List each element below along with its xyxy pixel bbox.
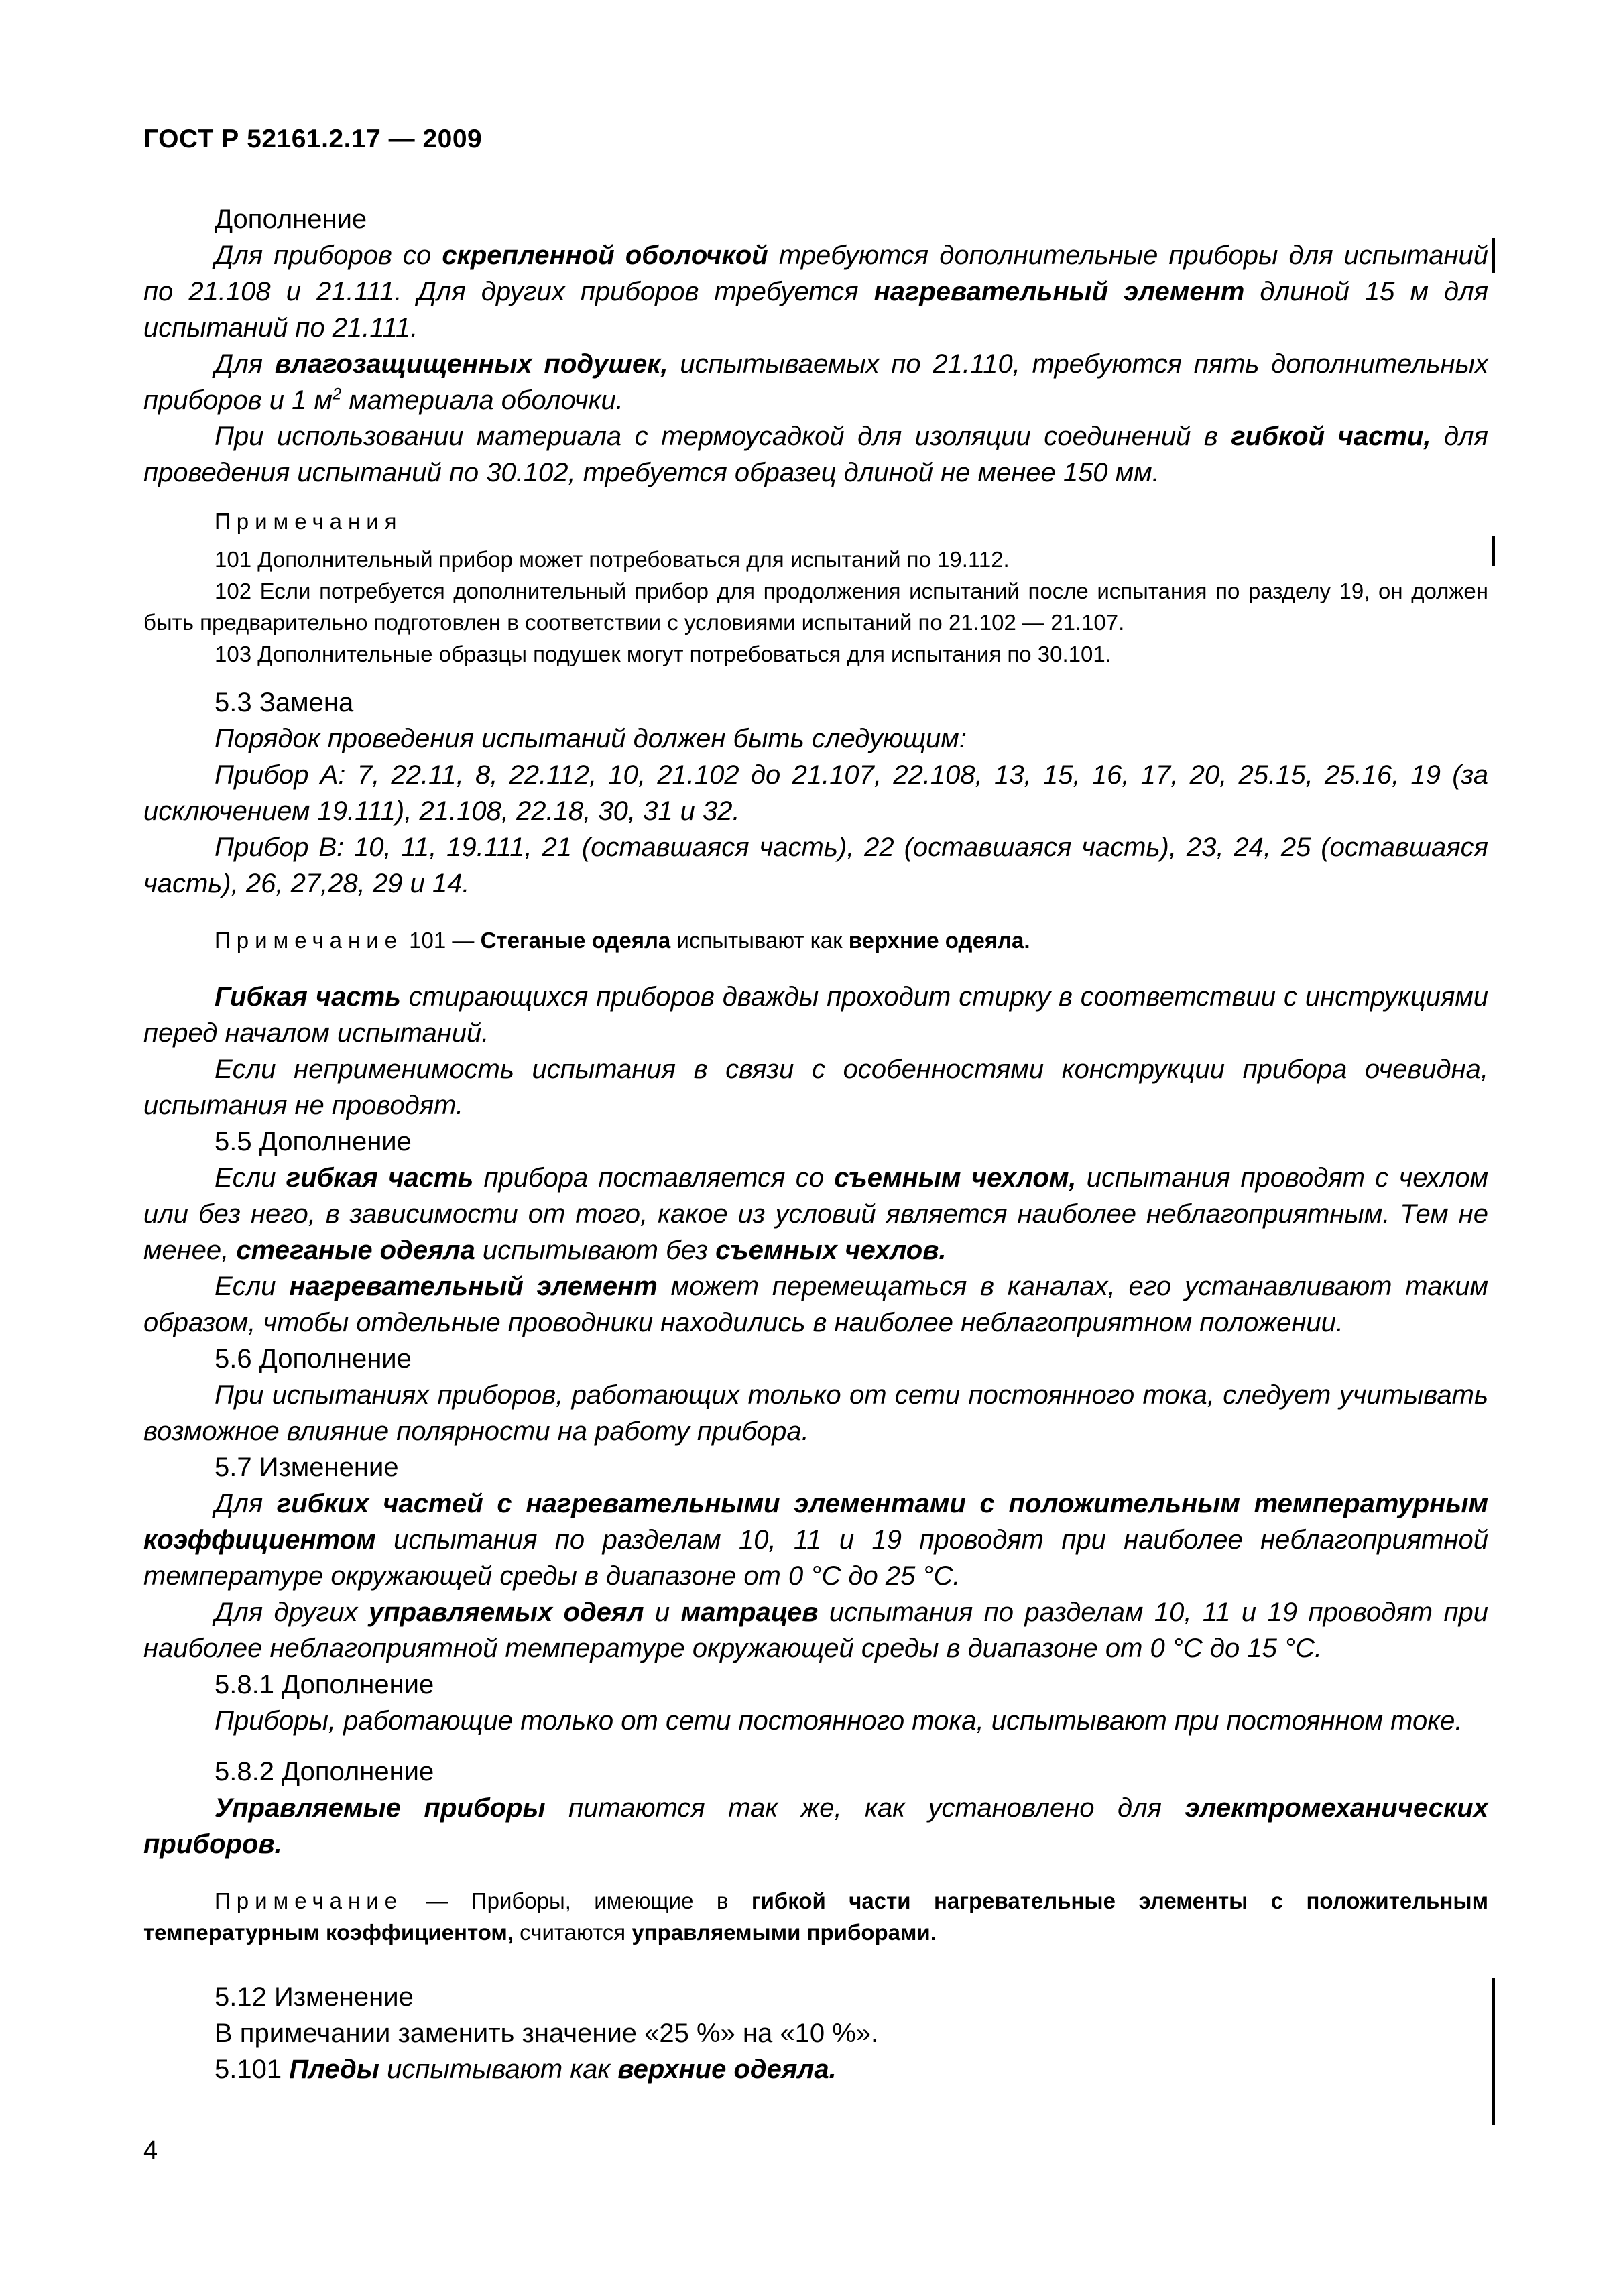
text-run: 5.5 Дополнение: [215, 1127, 412, 1156]
text-run: Если неприменимость испытания в связи с особенностями конструкции прибора очевидна, испытания не проводят.: [143, 1054, 1488, 1120]
paragraph-b05: [143, 505, 1488, 537]
text-run: испытывают как: [670, 928, 849, 953]
text-run: Для приборов со: [215, 241, 442, 270]
paragraph-b23: [143, 1594, 1488, 1667]
text-run: 5.12 Изменение: [215, 1982, 414, 2012]
text-run: Примечания: [215, 509, 403, 534]
text-run: 101 —: [403, 928, 481, 953]
bold-term: нагревательный элемент: [289, 1272, 658, 1301]
text-run: Порядок проведения испытаний должен быть следующим:: [215, 724, 967, 753]
bold-term: верхние одеяла.: [617, 2055, 837, 2084]
text-run: требуются дополнительные приборы для испытаний по 21.108 и 21.111. Для других приборов требуется: [143, 241, 1488, 306]
paragraph-b15: [143, 1051, 1488, 1124]
text-run: испытывают как: [379, 2055, 618, 2084]
text-run: 101 Дополнительный прибор может потребоваться для испытаний по 19.112.: [215, 547, 1010, 572]
text-run: Если: [215, 1272, 290, 1301]
paragraph-b20: [143, 1377, 1488, 1449]
paragraph-b09: [143, 684, 1488, 721]
document-header: ГОСТ Р 52161.2.17 — 2009: [143, 125, 483, 154]
text-run: 103 Дополнительные образцы подушек могут потребоваться для испытания по 30.101.: [215, 642, 1111, 666]
paragraph-b29: [143, 1979, 1488, 2015]
paragraph-b26: [143, 1754, 1488, 1790]
bold-term: влагозащищенных подушек,: [274, 349, 668, 379]
bold-term: гибкой части,: [1231, 422, 1431, 451]
text-run: Примечание: [215, 928, 404, 953]
paragraph-b31: [143, 2051, 1488, 2088]
text-run: При испытаниях приборов, работающих только от сети постоянного тока, следует учитывать возможное влияние полярности на работу прибора.: [143, 1380, 1488, 1446]
paragraph-b17: [143, 1160, 1488, 1268]
text-run: прибора поставляется со: [473, 1163, 835, 1193]
document-body: [143, 201, 1488, 2088]
bold-term: верхние одеяла.: [848, 928, 1030, 953]
text-run: 5.8.1 Дополнение: [215, 1670, 434, 1699]
bold-term: скрепленной оболочкой: [442, 241, 768, 270]
text-run: испытывают без: [475, 1235, 716, 1265]
bold-term: Управляемые приборы: [215, 1793, 546, 1823]
bold-term: гибких частей с нагревательными элементами с положительным температурным коэффициентом: [143, 1489, 1489, 1555]
paragraph-b12: [143, 829, 1488, 902]
text-run: 5.8.2 Дополнение: [215, 1757, 434, 1787]
text-run: и: [644, 1597, 681, 1627]
paragraph-b28: [143, 1885, 1488, 1948]
paragraph-b07: [143, 575, 1488, 638]
bold-term: гибкая часть: [286, 1163, 474, 1193]
text-run: Приборы, работающие только от сети постоянного тока, испытывают при постоянном токе.: [215, 1706, 1463, 1736]
change-bar: [1492, 1978, 1495, 2125]
paragraph-b18: [143, 1268, 1488, 1341]
paragraph-b03: [143, 346, 1488, 418]
text-run: Для других: [215, 1597, 369, 1627]
bold-term: гибкой части нагревательные элементы с положительным температурным коэффициентом,: [143, 1888, 1488, 1945]
bold-term: матрацев: [680, 1597, 819, 1627]
bold-term: Стеганые одеяла: [480, 928, 671, 953]
bold-term: управляемых одеял: [368, 1597, 644, 1627]
text-run: питаются так же, как установлено для: [545, 1793, 1185, 1823]
text-run: 5.7 Изменение: [215, 1453, 399, 1482]
text-run: Прибор А: 7, 22.11, 8, 22.112, 10, 21.102 до 21.107, 22.108, 13, 15, 16, 17, 20, 25.15, 25.16, 19 (за исключением 19.111), 21.108, 22.18, 30, 31 и 32.: [143, 760, 1488, 826]
text-run: испытания проводят с чехлом или без него, в зависимости от того, какое из условий является наиболее неблагоприятным. Тем не менее,: [143, 1163, 1488, 1265]
bold-term: электромеханических приборов.: [143, 1793, 1488, 1859]
text-run: 5.6 Дополнение: [215, 1344, 412, 1374]
text-run: материала оболочки.: [341, 385, 623, 415]
paragraph-b02: [143, 237, 1488, 346]
text-run: для проведения испытаний по 30.102, требуется образец длиной не менее 150 мм.: [143, 422, 1488, 487]
text-run: испытания по разделам 10, 11 и 19 проводят при наиболее неблагоприятной температуре окружающей среды в диапазоне от 0 °С до 25 °С.: [143, 1525, 1488, 1591]
bold-term: управляемыми приборами.: [632, 1920, 937, 1945]
paragraph-b30: [143, 2015, 1488, 2051]
bold-term: нагревательный элемент: [874, 277, 1245, 306]
text-run: 5.3 Замена: [215, 688, 354, 717]
paragraph-b21: [143, 1449, 1488, 1486]
text-run: длиной 15 м для испытаний по 21.111.: [143, 277, 1488, 343]
bold-term: съемным чехлом,: [834, 1163, 1077, 1193]
text-run: стирающихся приборов дважды проходит стирку в соответствии с инструкциями перед началом испытаний.: [143, 982, 1489, 1048]
paragraph-b13: [143, 924, 1488, 956]
paragraph-b22: [143, 1486, 1488, 1594]
paragraph-b06: [143, 544, 1488, 575]
text-run: Если: [215, 1163, 286, 1193]
text-run: 102 Если потребуется дополнительный прибор для продолжения испытаний после испытания по разделу 19, он должен быть предварительно подготовлен в соответствии с условиями испытаний по 21.102 — 21.107.: [143, 579, 1488, 635]
paragraph-b27: [143, 1790, 1488, 1862]
text-run: Прибор В: 10, 11, 19.111, 21 (оставшаяся часть), 22 (оставшаяся часть), 23, 24, 25 (оставшаяся часть), 26, 27,28, 29 и 14.: [143, 833, 1488, 898]
text-run: Для: [215, 1489, 277, 1518]
text-run: В примечании заменить значение «25 %» на «10 %».: [215, 2018, 879, 2048]
paragraph-b11: [143, 757, 1488, 829]
change-bar: [1492, 536, 1495, 566]
text-run: испытания по разделам 10, 11 и 19 проводят при наиболее неблагоприятной температуре окружающей среды в диапазоне от 0 °С до 15 °С.: [143, 1597, 1489, 1663]
text-run: испытываемых по 21.110, требуются пять дополнительных приборов и 1 м: [143, 349, 1488, 415]
text-run: 2: [332, 385, 342, 404]
paragraph-b14: [143, 979, 1488, 1051]
text-run: может перемещаться в каналах, его устанавливают таким образом, чтобы отдельные проводники находились в наиболее неблагоприятном положении.: [143, 1272, 1488, 1337]
bold-term: стеганые одеяла: [236, 1235, 475, 1265]
text-run: 5.101: [215, 2055, 290, 2084]
paragraph-b16: [143, 1124, 1488, 1160]
paragraph-b19: [143, 1341, 1488, 1377]
text-run: Для: [215, 349, 275, 379]
text-run: Дополнение: [215, 204, 367, 234]
bold-term: Пледы: [289, 2055, 379, 2084]
change-bar: [1492, 238, 1495, 273]
paragraph-b01: [143, 201, 1488, 237]
paragraph-b24: [143, 1667, 1488, 1703]
page-number: 4: [143, 2136, 158, 2165]
text-run: Примечание: [215, 1888, 404, 1913]
text-run: считаются: [514, 1920, 632, 1945]
bold-term: Гибкая часть: [215, 982, 401, 1012]
paragraph-b10: [143, 721, 1488, 757]
paragraph-b04: [143, 418, 1488, 491]
bold-term: съемных чехлов.: [715, 1235, 947, 1265]
text-run: — Приборы, имеющие в: [403, 1888, 752, 1913]
paragraph-b25: [143, 1703, 1488, 1739]
text-run: При использовании материала с термоусадкой для изоляции соединений в: [215, 422, 1231, 451]
paragraph-b08: [143, 638, 1488, 670]
